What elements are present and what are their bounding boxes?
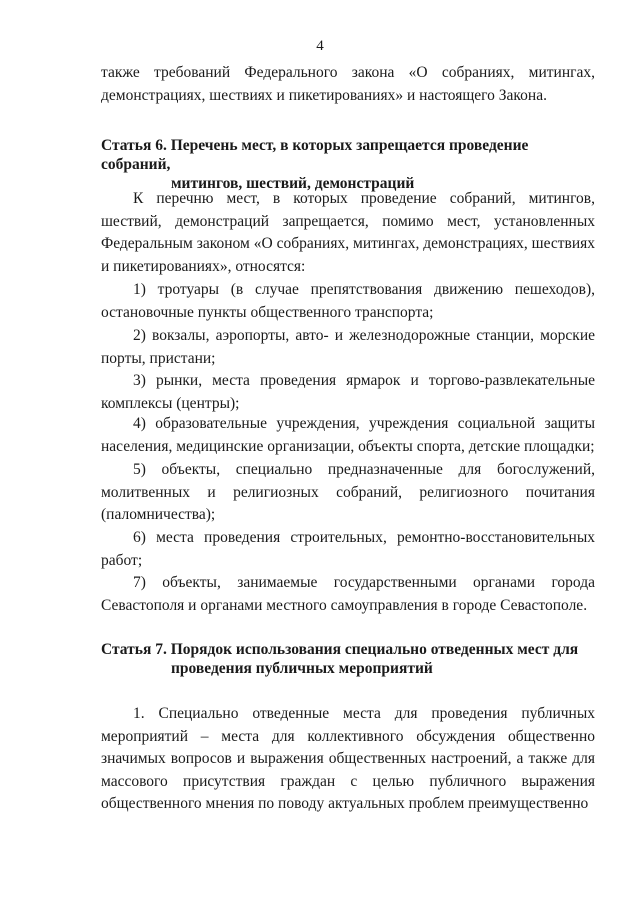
article-6-item-4: 4) образовательные учреждения, учреждения социальной защиты населения, медицинские организации, объекты спорта, детские площадки;: [101, 415, 595, 455]
page-number: 4: [316, 38, 324, 54]
article-6-item-1: 1) тротуары (в случае препятствования движению пешеходов), остановочные пункты общественного транспорта;: [101, 281, 595, 321]
article-7-title-line1: Статья 7. Порядок использования специально отведенных мест для: [101, 641, 579, 658]
article-6-item-5: 5) объекты, специально предназначенные для богослужений, молитвенных и религиозных собраний, религиозного почитания (паломничества);: [101, 461, 595, 523]
article-6-item-7: 7) объекты, занимаемые государственными органами города Севастополя и органами местного самоуправления в городе Севастополе.: [101, 574, 595, 614]
article-6-lead-paragraph: К перечню мест, в которых проведение собраний, митингов, шествий, демонстраций запрещается, помимо мест, установленных Федеральным законом «О собраниях, митингах, демонстрациях, шествиях и пикетированиях», относятся:: [101, 190, 595, 275]
article-6-heading: [101, 136, 595, 193]
intro-paragraph: также требований Федерального закона «О собраниях, митингах, демонстрациях, шествиях и пикетированиях» и настоящего Закона.: [101, 64, 595, 104]
article-7-paragraph-1: 1. Специально отведенные места для проведения публичных мероприятий – места для коллективного обсуждения общественно значимых вопросов и выражения общественных настроений, а также для массового присутствия граждан с целью публичного выражения общественного мнения по поводу актуальных проблем преимущественно: [101, 705, 595, 812]
article-7-title-line2: проведения публичных мероприятий: [171, 660, 433, 677]
article-6-item-3: 3) рынки, места проведения ярмарок и торгово-развлекательные комплексы (центры);: [101, 372, 595, 412]
article-6-item-6: 6) места проведения строительных, ремонтно-восстановительных работ;: [101, 529, 595, 569]
article-6-item-2: 2) вокзалы, аэропорты, авто- и железнодорожные станции, морские порты, пристани;: [101, 327, 595, 367]
article-7-heading: [101, 640, 595, 678]
article-6-title-line1: Статья 6. Перечень мест, в которых запрещается проведение собраний,: [101, 137, 529, 173]
article-6-title-line2: митингов, шествий, демонстраций: [171, 175, 415, 192]
